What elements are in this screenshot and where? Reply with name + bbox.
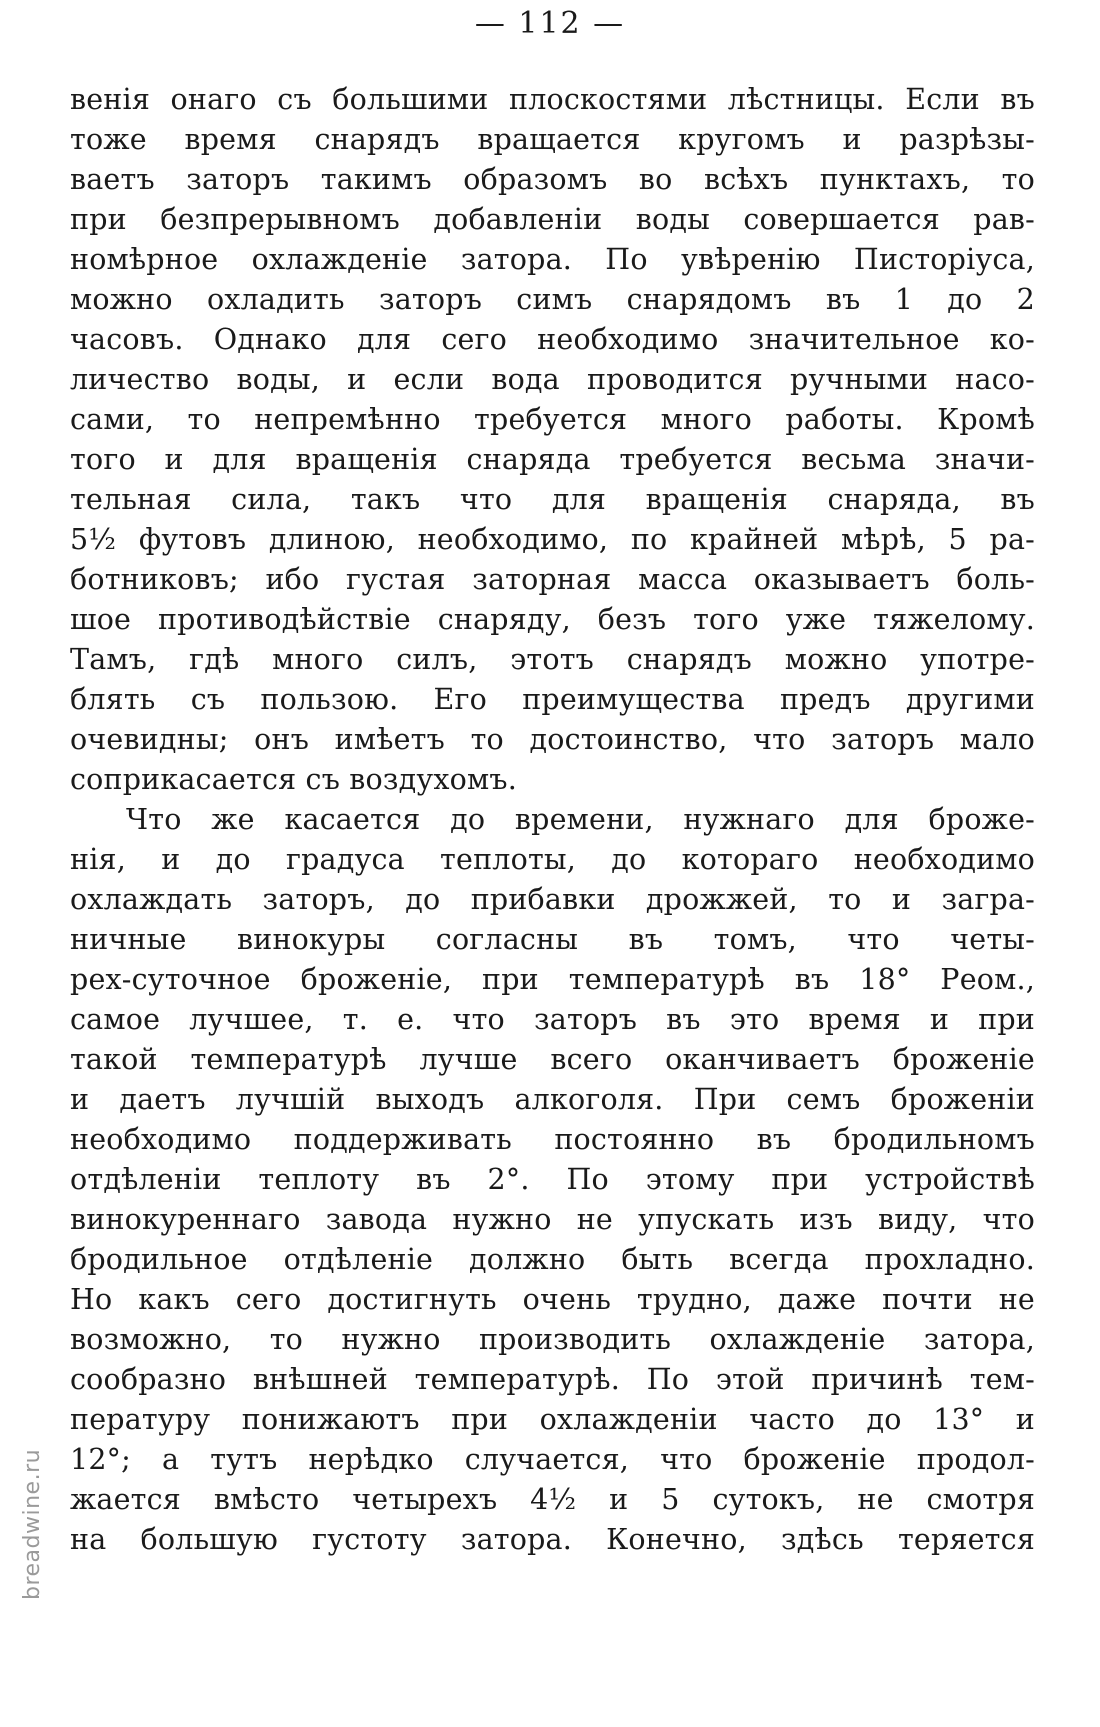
text-line: 12°; а тутъ нерѣдко случается, что броженіе продол- (70, 1443, 1035, 1476)
text-line: 5½ футовъ длиною, необходимо, по крайней мѣрѣ, 5 ра- (70, 523, 1035, 556)
text-line: ботниковъ; ибо густая заторная масса оказываетъ боль- (70, 563, 1035, 596)
text-line: Тамъ, гдѣ много силъ, этотъ снарядъ можно употре- (70, 643, 1035, 676)
text-line: можно охладить заторъ симъ снарядомъ въ 1 до 2 (70, 283, 1035, 316)
text-line: возможно, то нужно производить охлажденіе затора, (70, 1323, 1035, 1356)
text-line: при безпрерывномъ добавленіи воды совершается рав- (70, 203, 1035, 236)
text-line: соприкасается съ воздухомъ. (70, 763, 517, 796)
text-line: бродильное отдѣленіе должно быть всегда прохладно. (70, 1243, 1035, 1276)
text-line: тельная сила, такъ что для вращенія снаряда, въ (70, 483, 1035, 516)
text-line: того и для вращенія снаряда требуется весьма значи- (70, 443, 1035, 476)
text-line: и даетъ лучшій выходъ алкоголя. При семъ броженіи (70, 1083, 1035, 1116)
text-line: на большую густоту затора. Конечно, здѣсь теряется (70, 1523, 1035, 1556)
text-line: тоже время снарядъ вращается кругомъ и разрѣзы- (70, 123, 1035, 156)
text-line: необходимо поддерживать постоянно въ бродильномъ (70, 1123, 1035, 1156)
text-line: шое противодѣйствіе снаряду, безъ того уже тяжелому. (70, 603, 1035, 636)
text-line: блять съ пользою. Его преимущества предъ другими (70, 683, 1035, 716)
text-line: пературу понижаютъ при охлажденіи часто до 13° и (70, 1403, 1035, 1436)
text-line: такой температурѣ лучше всего оканчиваетъ броженіе (70, 1043, 1035, 1076)
text-line: винокуреннаго завода нужно не упускать изъ виду, что (70, 1203, 1035, 1236)
text-line: нія, и до градуса теплоты, до котораго необходимо (70, 843, 1035, 876)
site-watermark: breadwine.ru (20, 1448, 45, 1600)
text-line: личество воды, и если вода проводится ручными насо- (70, 363, 1035, 396)
text-line: номѣрное охлажденіе затора. По увѣренію Писторіуса, (70, 243, 1035, 276)
paragraph-start-line: Что же касается до времени, нужнаго для броже- (126, 803, 1035, 836)
text-line: часовъ. Однако для сего необходимо значительное ко- (70, 323, 1035, 356)
text-line: рех-суточное броженіе, при температурѣ въ 18° Реом., (70, 963, 1035, 996)
text-line: сообразно внѣшней температурѣ. По этой причинѣ тем- (70, 1363, 1035, 1396)
page-number: — 112 — (474, 6, 626, 41)
text-line: очевидны; онъ имѣетъ то достоинство, что заторъ мало (70, 723, 1035, 756)
text-line: венія онаго съ большими плоскостями лѣстницы. Если въ (70, 83, 1035, 116)
text-line: охлаждать заторъ, до прибавки дрожжей, то и загра- (70, 883, 1035, 916)
text-line: самое лучшее, т. е. что заторъ въ это время и при (70, 1003, 1035, 1036)
text-line: ничные винокуры согласны въ томъ, что четы- (70, 923, 1035, 956)
body-text (70, 80, 1035, 1560)
text-line: ваетъ заторъ такимъ образомъ во всѣхъ пунктахъ, то (70, 163, 1035, 196)
text-line: отдѣленіи теплоту въ 2°. По этому при устройствѣ (70, 1163, 1035, 1196)
text-line: жается вмѣсто четырехъ 4½ и 5 сутокъ, не смотря (70, 1483, 1035, 1516)
text-line: Но какъ сего достигнуть очень трудно, даже почти не (70, 1283, 1035, 1316)
text-line: сами, то непремѣнно требуется много работы. Кромѣ (70, 403, 1035, 436)
